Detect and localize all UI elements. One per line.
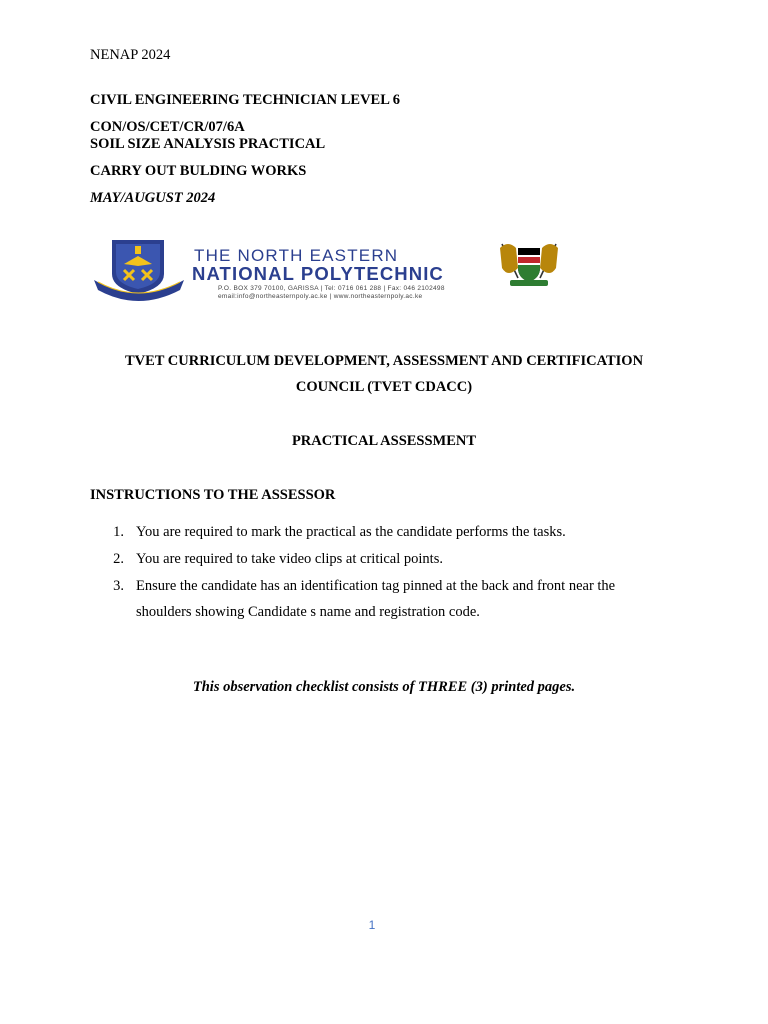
council-line2: COUNCIL (TVET CDACC)	[295, 379, 473, 395]
logo-line1: THE NORTH EASTERN	[194, 246, 399, 265]
exam-header: NENAP 2024	[90, 47, 171, 63]
exam-session: MAY/AUGUST 2024	[90, 190, 216, 206]
instruction-text: Ensure the candidate has an identification tag pinned at the back and front near the	[136, 578, 616, 594]
page-count-note: This observation checklist consists of THREE (3) printed pages.	[192, 679, 576, 695]
institution-logo-banner	[90, 236, 565, 302]
practical-title: SOIL SIZE ANALYSIS PRACTICAL	[90, 136, 326, 152]
instruction-number: 1.	[113, 524, 124, 540]
instruction-item	[0, 550, 768, 568]
course-title: CIVIL ENGINEERING TECHNICIAN LEVEL 6	[90, 92, 400, 108]
page-number: 1	[368, 918, 376, 932]
logo-contact-line2: email:info@northeasternpoly.ac.ke | www.northeasternpoly.ac.ke	[218, 293, 423, 300]
instruction-text: You are required to mark the practical as the candidate performs the tasks.	[136, 524, 566, 540]
council-line1: TVET CURRICULUM DEVELOPMENT, ASSESSMENT AND CERTIFICATION	[124, 353, 644, 369]
kenya-coat-of-arms-icon	[496, 238, 562, 288]
instruction-text: You are required to take video clips at critical points.	[136, 551, 443, 567]
polytechnic-crest-icon	[90, 236, 188, 302]
instruction-number: 2.	[113, 551, 124, 567]
assessment-title: PRACTICAL ASSESSMENT	[291, 433, 477, 449]
logo-line2: NATIONAL POLYTECHNIC	[192, 263, 444, 284]
instruction-number: 3.	[113, 578, 124, 594]
unit-title: CARRY OUT BULDING WORKS	[90, 163, 307, 179]
instruction-item	[0, 577, 768, 621]
instruction-item	[0, 523, 768, 541]
instruction-text-continued: shoulders showing Candidate s name and registration code.	[136, 604, 480, 620]
logo-contact-line1: P.O. BOX 379 70100, GARISSA | Tel: 0716 061 288 | Fax: 046 2102498	[218, 285, 445, 292]
course-code: CON/OS/CET/CR/07/6A	[90, 119, 245, 135]
instructions-heading: INSTRUCTIONS TO THE ASSESSOR	[90, 487, 336, 503]
